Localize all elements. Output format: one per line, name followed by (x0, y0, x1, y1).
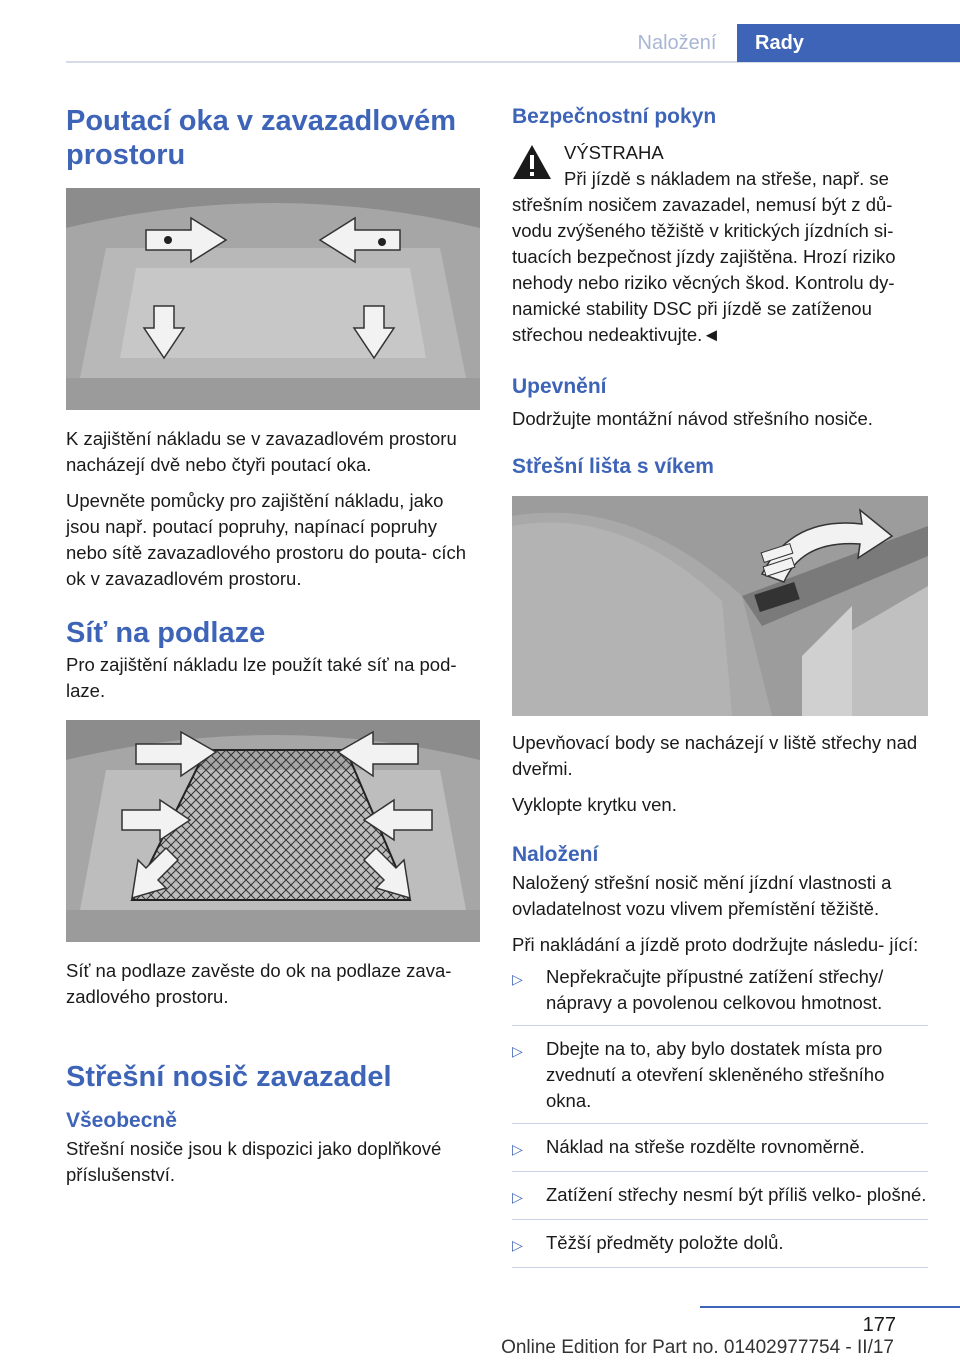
subsection-title-bezpecnostni-pokyn: Bezpečnostní pokyn (512, 105, 717, 128)
paragraph: Vyklopte krytku ven. (512, 794, 677, 815)
list-item-text: Těžší předměty položte dolů. (546, 1232, 784, 1253)
roof-rail-image (512, 496, 928, 716)
list-item (512, 1182, 928, 1220)
list-item-text: Nepřekračujte přípustné zatížení střechy/ nápravy a povolenou celkovou hmotnost. (546, 966, 884, 1013)
bullet-marker-icon: ▷ (512, 1237, 523, 1253)
paragraph: Upevňovací body se nacházejí v liště střechy nad dveřmi. (512, 732, 918, 779)
bullet-list (512, 964, 928, 1268)
list-item (512, 964, 928, 1026)
paragraph: Upevněte pomůcky pro zajištění nákladu, jako jsou např. poutací popruhy, napínací popruhy nebo sítě zavazadlového prostoru do pouta- cích ok v zavazadlovém prostoru. (66, 490, 467, 589)
bullet-marker-icon: ▷ (512, 971, 523, 987)
floor-net-image (66, 720, 480, 942)
warning-label: VÝSTRAHA (564, 142, 664, 163)
section-title-poutaci-oka: Poutací oka v zavazadlovém prostoru (66, 105, 457, 171)
bullet-marker-icon: ▷ (512, 1141, 523, 1157)
footer-rule (700, 1306, 960, 1308)
edition-footer: Online Edition for Part no. 01402977754 - II/17 (501, 1337, 894, 1358)
subsection-title-nalozeni: Naložení (512, 843, 599, 866)
section-title-stresni-nosic: Střešní nosič zavazadel (66, 1061, 392, 1093)
list-item-text: Dbejte na to, aby bylo dostatek místa pro zvednutí a otevření skleněného střešního okna. (546, 1038, 885, 1111)
list-item (512, 1134, 928, 1172)
subsection-title-stresni-lista: Střešní lišta s víkem (512, 455, 714, 478)
paragraph: Naložený střešní nosič mění jízdní vlastnosti a ovladatelnost vozu vlivem přemístění těžiště. (512, 872, 892, 919)
left-column (66, 104, 480, 1188)
subsection-title-vseobecne: Všeobecně (66, 1109, 177, 1132)
paragraph: Při nakládání a jízdě proto dodržujte následu- jící: (512, 934, 919, 955)
right-column (512, 104, 928, 1278)
list-item (512, 1230, 928, 1268)
paragraph: Pro zajištění nákladu lze použít také síť na pod- laze. (66, 654, 457, 701)
warning-block (512, 140, 928, 348)
section-title-sit-na-podlaze: Síť na podlaze (66, 617, 266, 649)
warning-text: Při jízdě s nákladem na střeše, např. se střešním nosičem zavazadel, nemusí být z dů- vodu zvýšeného těžiště v kritických jízdních si- tuacích bezpečnost jízdy zajištěna. Hrozí riziko nehody nebo riziko věcných škod. Kontrolu dy- namické stability DSC při jízdě se zatíženou střechou nedeaktivujte.◄ (512, 168, 896, 345)
subsection-title-upevneni: Upevnění (512, 375, 607, 398)
list-item-text: Zatížení střechy nesmí být příliš velko- plošné. (546, 1184, 927, 1205)
warning-triangle-icon (512, 144, 552, 180)
header-tab-rady[interactable]: Rady (737, 24, 960, 62)
paragraph: Střešní nosiče jsou k dispozici jako doplňkové příslušenství. (66, 1138, 442, 1185)
list-item-text: Náklad na střeše rozdělte rovnoměrně. (546, 1136, 865, 1157)
list-item (512, 1036, 928, 1124)
trunk-lashing-eyes-image (66, 188, 480, 410)
bullet-marker-icon: ▷ (512, 1043, 523, 1059)
paragraph: Dodržujte montážní návod střešního nosiče. (512, 408, 873, 429)
header-tab-nalozeni[interactable]: Naložení (637, 32, 717, 54)
paragraph: Síť na podlaze zavěste do ok na podlaze zava- zadlového prostoru. (66, 960, 452, 1007)
page-number: 177 (862, 1314, 896, 1336)
paragraph: K zajištění nákladu se v zavazadlovém prostoru nacházejí dvě nebo čtyři poutací oka. (66, 428, 457, 475)
bullet-marker-icon: ▷ (512, 1189, 523, 1205)
